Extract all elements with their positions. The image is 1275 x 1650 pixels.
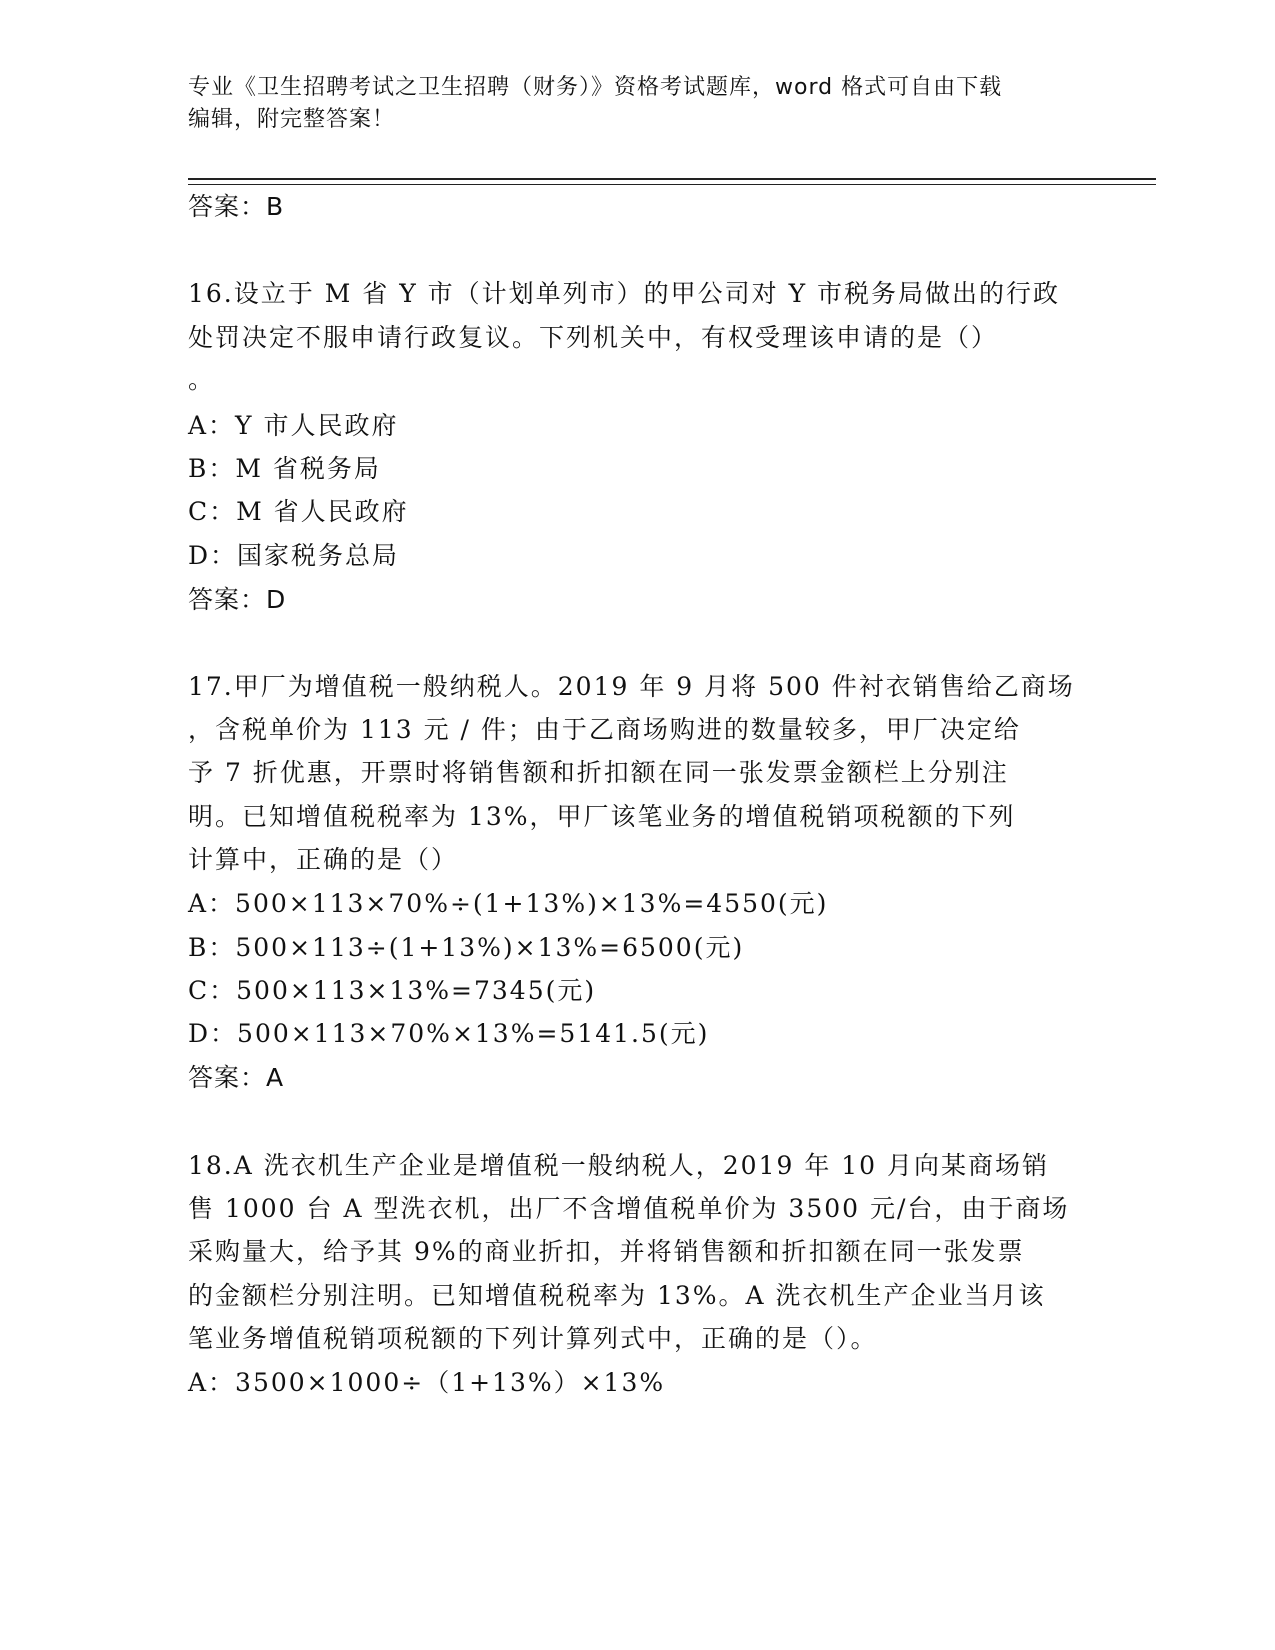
q17-text-line: 计算中，正确的是（） — [188, 845, 459, 874]
q16-text-line: 处罚决定不服申请行政复议。下列机关中，有权受理该申请的是（） — [188, 323, 999, 352]
q18-text-line: 售 1000 台 A 型洗衣机，出厂不含增值税单价为 3500 元/台，由于商场 — [188, 1194, 1070, 1223]
q16-text-line: 16.设立于 M 省 Y 市（计划单列市）的甲公司对 Y 市税务局做出的行政 — [188, 279, 1061, 308]
q18-text-line: 采购量大，给予其 9%的商业折扣，并将销售额和折扣额在同一张发票 — [188, 1237, 1025, 1266]
header-line-1: 专业《卫生招聘考试之卫生招聘（财务）》资格考试题库，word 格式可自由下载 — [188, 75, 1003, 100]
q17-text-line: 予 7 折优惠，开票时将销售额和折扣额在同一张发票金额栏上分别注 — [188, 758, 1009, 787]
q17-option-a: A：500×113×70%÷(1+13%)×13%=4550(元) — [188, 889, 829, 918]
q18-text-line: 的金额栏分别注明。已知增值税税率为 13%。A 洗衣机生产企业当月该 — [188, 1281, 1046, 1310]
q17-text-line: 17.甲厂为增值税一般纳税人。2019 年 9 月将 500 件衬衣销售给乙商场 — [188, 672, 1075, 701]
q18-text-line: 18.A 洗衣机生产企业是增值税一般纳税人，2019 年 10 月向某商场销 — [188, 1151, 1050, 1180]
q17-text-line: ，含税单价为 113 元 / 件；由于乙商场购进的数量较多，甲厂决定给 — [188, 715, 1021, 744]
q18-text-line: 笔业务增值税销项税额的下列计算列式中，正确的是（）。 — [188, 1324, 878, 1353]
answer-15: 答案：B — [188, 192, 285, 221]
header-line-2: 编辑，附完整答案！ — [188, 107, 396, 132]
q16-option-a: A：Y 市人民政府 — [188, 411, 399, 440]
q17-option-b: B：500×113÷(1+13%)×13%=6500(元) — [188, 933, 745, 962]
q17-text-line: 明。已知增值税税率为 13%，甲厂该笔业务的增值税销项税额的下列 — [188, 802, 1016, 831]
q17-option-d: D：500×113×70%×13%=5141.5(元) — [188, 1019, 710, 1048]
document-header — [188, 72, 1088, 136]
answer-17: 答案：A — [188, 1063, 285, 1092]
header-divider-top — [188, 178, 1156, 180]
q16-option-d: D：国家税务总局 — [188, 541, 400, 570]
q18-option-a: A：3500×1000÷（1+13%）×13% — [188, 1368, 666, 1397]
q16-text-line: 。 — [188, 365, 216, 394]
header-divider-bottom — [188, 184, 1156, 185]
q17-option-c: C：500×113×13%=7345(元) — [188, 976, 597, 1005]
answer-16: 答案：D — [188, 585, 287, 614]
q16-option-c: C：M 省人民政府 — [188, 497, 409, 526]
q16-option-b: B：M 省税务局 — [188, 454, 381, 483]
